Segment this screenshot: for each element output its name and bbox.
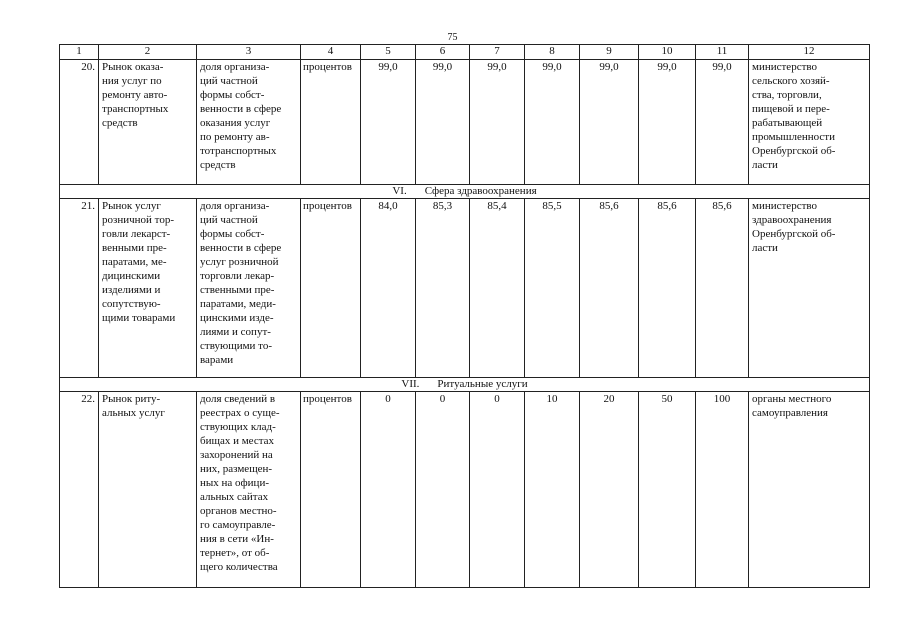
column-header: 5 <box>361 45 416 60</box>
value-cell: 99,0 <box>580 60 639 185</box>
value-cell: 85,4 <box>470 199 525 378</box>
column-header: 11 <box>696 45 749 60</box>
value-cell: 85,6 <box>639 199 696 378</box>
market-name: Рынок риту- альных услуг <box>99 392 197 588</box>
value-cell: 85,6 <box>696 199 749 378</box>
column-header: 10 <box>639 45 696 60</box>
section-heading <box>60 185 870 199</box>
responsible-body: министерство здравоохранения Оренбургской об- ласти <box>749 199 870 378</box>
row-number: 20. <box>60 60 99 185</box>
value-cell: 99,0 <box>525 60 580 185</box>
column-header: 2 <box>99 45 197 60</box>
value-cell: 20 <box>580 392 639 588</box>
value-cell: 99,0 <box>639 60 696 185</box>
column-header: 7 <box>470 45 525 60</box>
section-row <box>60 378 870 392</box>
responsible-body: органы местного самоуправления <box>749 392 870 588</box>
page-number: 75 <box>447 32 458 43</box>
value-cell: 0 <box>361 392 416 588</box>
section-row <box>60 185 870 199</box>
value-cell: 50 <box>639 392 696 588</box>
column-header: 8 <box>525 45 580 60</box>
section-heading <box>60 378 870 392</box>
column-header: 3 <box>197 45 301 60</box>
column-header: 4 <box>301 45 361 60</box>
table-row <box>60 199 870 378</box>
value-cell: 84,0 <box>361 199 416 378</box>
unit: процентов <box>301 199 361 378</box>
value-cell: 10 <box>525 392 580 588</box>
column-number-row <box>60 45 870 60</box>
indicator-name: доля организа- ций частной формы собст- венности в сфере оказания услуг по ремонту ав- тотранспортных средств <box>197 60 301 185</box>
section-title: Ритуальные услуги <box>437 378 528 390</box>
column-header: 6 <box>416 45 470 60</box>
indicator-name: доля сведений в реестрах о суще- ствующих клад- бищах и местах захоронений на них, размещен- ных на офици- альных сайтах органов местно- го самоуправле- ния в сети «Ин- тернет», от об- щего количества <box>197 392 301 588</box>
indicators-table <box>59 44 870 588</box>
value-cell: 100 <box>696 392 749 588</box>
value-cell: 99,0 <box>470 60 525 185</box>
column-header: 1 <box>60 45 99 60</box>
value-cell: 99,0 <box>361 60 416 185</box>
row-number: 22. <box>60 392 99 588</box>
indicator-name: доля организа- ций частной формы собст- венности в сфере услуг розничной торговли лекар- ственными пре- паратами, меди- цинскими изде- лиями и сопут- ствующими то- варами <box>197 199 301 378</box>
section-numeral: VII. <box>401 378 420 390</box>
responsible-body: министерство сельского хозяй- ства, торговли, пищевой и пере- рабатывающей промышленности Оренбургской об- ласти <box>749 60 870 185</box>
column-header: 12 <box>749 45 870 60</box>
table-row <box>60 60 870 185</box>
market-name: Рынок оказа- ния услуг по ремонту авто- транспортных средств <box>99 60 197 185</box>
row-number: 21. <box>60 199 99 378</box>
market-name: Рынок услуг розничной тор- говли лекарст- венными пре- паратами, ме- дицинскими изделиями и сопутствую- щими товарами <box>99 199 197 378</box>
value-cell: 85,6 <box>580 199 639 378</box>
value-cell: 0 <box>470 392 525 588</box>
value-cell: 0 <box>416 392 470 588</box>
section-title: Сфера здравоохранения <box>424 185 537 197</box>
value-cell: 85,5 <box>525 199 580 378</box>
value-cell: 99,0 <box>696 60 749 185</box>
table-row <box>60 392 870 588</box>
value-cell: 85,3 <box>416 199 470 378</box>
column-header: 9 <box>580 45 639 60</box>
unit: процентов <box>301 60 361 185</box>
value-cell: 99,0 <box>416 60 470 185</box>
unit: процентов <box>301 392 361 588</box>
section-numeral: VI. <box>392 185 407 197</box>
